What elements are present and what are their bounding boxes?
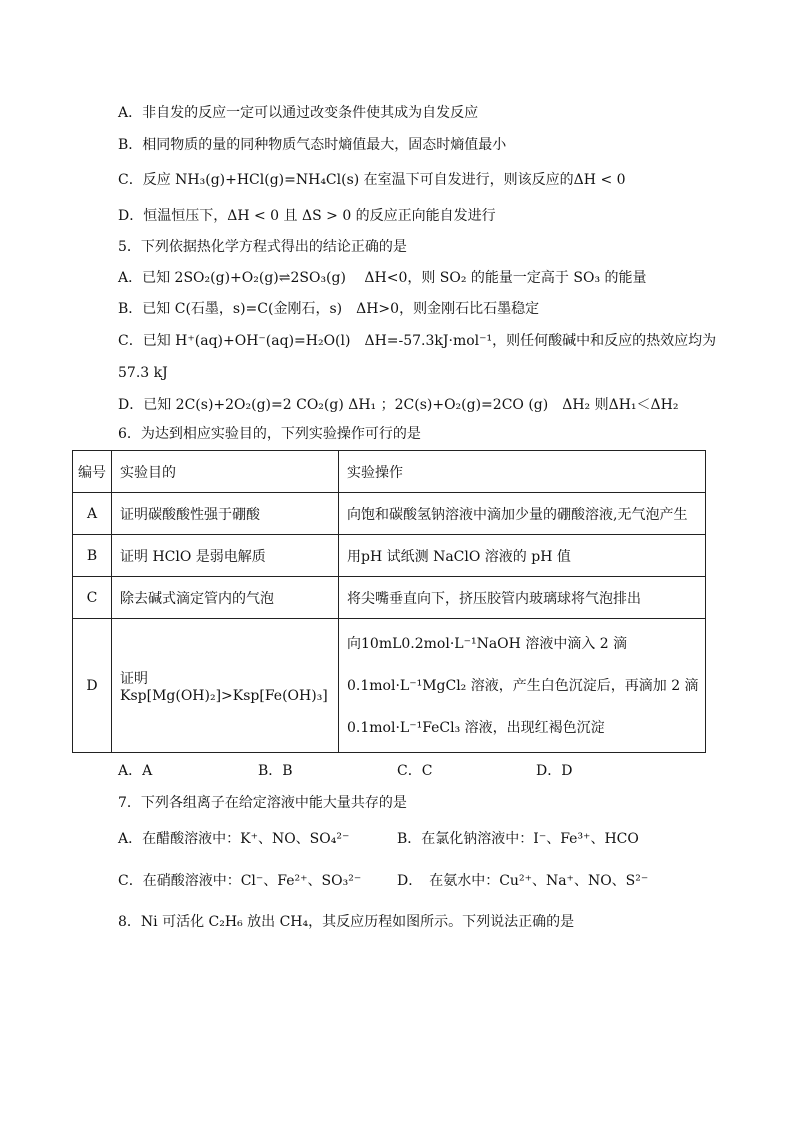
header-purpose: 实验目的 — [112, 451, 339, 493]
row-purpose: 证明碳酸酸性强于硼酸 — [112, 493, 339, 535]
q6-choice-a: A．A — [118, 763, 153, 779]
row-operation: 将尖嘴垂直向下，挤压胶管内玻璃球将气泡排出 — [339, 577, 706, 619]
operation-line: 向10mL0.2mol·L⁻¹NaOH 溶液中滴入 2 滴 — [347, 635, 628, 652]
q7-stem: 7．下列各组离子在给定溶液中能大量共存的是 — [118, 795, 407, 811]
row-operation: 用pH 试纸测 NaClO 溶液的 pH 值 — [339, 535, 706, 577]
q7-option-b: B．在氯化钠溶液中：I⁻、Fe³⁺、HCO — [397, 831, 639, 847]
q4-option-b: B．相同物质的量的同种物质气态时熵值最大，固态时熵值最小 — [118, 137, 507, 153]
q4-option-a: A．非自发的反应一定可以通过改变条件使其成为自发反应 — [118, 105, 479, 121]
q7-option-d: D． 在氨水中：Cu²⁺、Na⁺、NO、S²⁻ — [397, 873, 649, 889]
row-purpose: 证明 HClO 是弱电解质 — [112, 535, 339, 577]
q7-option-c: C．在硝酸溶液中：Cl⁻、Fe²⁺、SO₃²⁻ — [118, 873, 362, 889]
row-operation: 向饱和碳酸氢钠溶液中滴加少量的硼酸溶液,无气泡产生 — [339, 493, 706, 535]
header-number: 编号 — [73, 451, 112, 493]
table-row — [73, 619, 706, 753]
q5-option-b: B．已知 C(石墨，s)=C(金刚石，s) ΔH>0，则金刚石比石墨稳定 — [118, 301, 540, 317]
row-id: B — [73, 535, 112, 577]
experiment-table — [72, 450, 706, 753]
operation-line: 0.1mol·L⁻¹FeCl₃ 溶液，出现红褐色沉淀 — [347, 719, 605, 736]
table-header-row — [73, 451, 706, 493]
row-purpose: 除去碱式滴定管内的气泡 — [112, 577, 339, 619]
table-row — [73, 535, 706, 577]
q5-option-c-line2: 57.3 kJ — [118, 365, 168, 381]
q6-choice-c: C．C — [397, 763, 433, 779]
row-id: A — [73, 493, 112, 535]
row-id: C — [73, 577, 112, 619]
q6-stem: 6．为达到相应实验目的，下列实验操作可行的是 — [118, 426, 421, 442]
q5-stem: 5．下列依据热化学方程式得出的结论正确的是 — [118, 239, 407, 255]
row-operation — [339, 619, 706, 753]
q5-option-a: A．已知 2SO₂(g)+O₂(g)⇌2SO₃(g) ΔH<0，则 SO₂ 的能量一定高于 SO₃ 的能量 — [118, 270, 647, 286]
header-operation: 实验操作 — [339, 451, 706, 493]
operation-line: 0.1mol·L⁻¹MgCl₂ 溶液，产生白色沉淀后，再滴加 2 滴 — [347, 677, 699, 694]
q6-choice-d: D．D — [536, 763, 573, 779]
q5-option-c-line1: C．已知 H⁺(aq)+OH⁻(aq)=H₂O(l) ΔH=-57.3kJ·mol⁻¹，则任何酸碱中和反应的热效应均为 — [118, 333, 717, 349]
row-purpose: 证明 Ksp[Mg(OH)₂]>Ksp[Fe(OH)₃] — [112, 619, 339, 753]
table-row — [73, 577, 706, 619]
row-id: D — [73, 619, 112, 753]
q5-option-d: D．已知 2C(s)+2O₂(g)=2 CO₂(g) ΔH₁ ；2C(s)+O₂(g)=2CO (g) ΔH₂ 则ΔH₁＜ΔH₂ — [118, 397, 679, 413]
q7-option-a: A．在醋酸溶液中：K⁺、NO、SO₄²⁻ — [118, 831, 350, 847]
q4-option-c: C．反应 NH₃(g)+HCl(g)=NH₄Cl(s) 在室温下可自发进行，则该反应的ΔH < 0 — [118, 172, 626, 188]
q8-stem: 8．Ni 可活化 C₂H₆ 放出 CH₄，其反应历程如图所示。下列说法正确的是 — [118, 914, 575, 930]
table-row — [73, 493, 706, 535]
q6-choice-b: B．B — [258, 763, 293, 779]
q4-option-d: D．恒温恒压下，ΔH < 0 且 ΔS > 0 的反应正向能自发进行 — [118, 208, 496, 224]
